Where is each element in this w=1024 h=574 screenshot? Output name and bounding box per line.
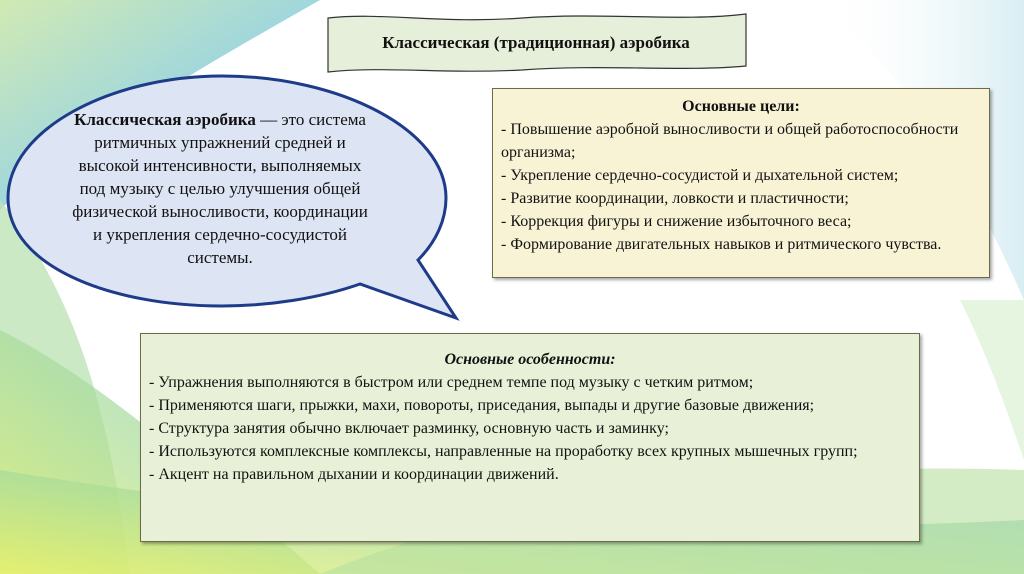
goals-box — [492, 88, 990, 278]
goals-item: - Повышение аэробной выносливости и общей работоспособности организма; — [501, 121, 959, 161]
page-title: Классическая (традиционная) аэробика — [382, 33, 690, 52]
definition-bubble — [0, 70, 470, 330]
goals-item: - Коррекция фигуры и снижение избыточного веса; — [501, 213, 852, 230]
features-box — [140, 333, 920, 542]
definition-text — [70, 108, 370, 269]
features-item: - Упражнения выполняются в быстром или среднем темпе под музыку с четким ритмом; — [149, 374, 754, 391]
goals-item: - Формирование двигательных навыков и ритмического чувства. — [501, 236, 942, 253]
definition-term: Классическая аэробика — [74, 110, 256, 129]
features-item: - Применяются шаги, прыжки, махи, повороты, приседания, выпады и другие базовые движения; — [149, 397, 815, 414]
features-item: - Структура занятия обычно включает разминку, основную часть и заминку; — [149, 420, 669, 437]
goals-item: - Укрепление сердечно-сосудистой и дыхательной систем; — [501, 167, 899, 184]
definition-body: — это система ритмичных упражнений средней и высокой интенсивности, выполняемых под музыку с целью улучшения общей физической выносливости, координации и укрепления сердечно-сосудистой системы. — [72, 110, 368, 267]
title-banner — [322, 10, 750, 76]
features-item: - Акцент на правильном дыхании и координации движений. — [149, 466, 559, 483]
goals-heading: Основные цели: — [682, 98, 800, 115]
goals-item: - Развитие координации, ловкости и пластичности; — [501, 190, 849, 207]
features-item: - Используются комплексные комплексы, направленные на проработку всех крупных мышечных групп; — [149, 443, 858, 460]
features-heading: Основные особенности: — [444, 351, 616, 368]
